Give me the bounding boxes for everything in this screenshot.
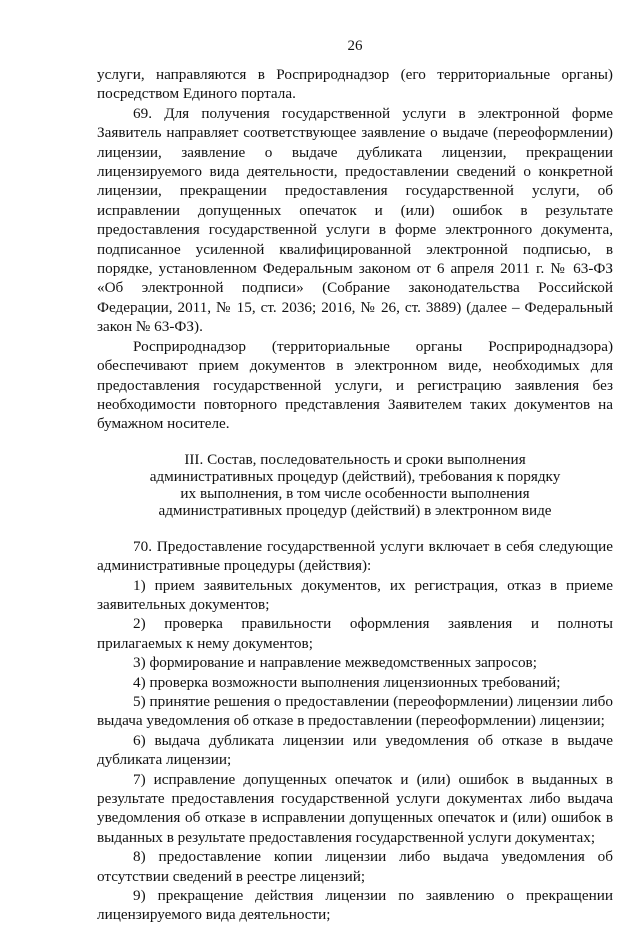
paragraph-70: 70. Предоставление государственной услуги включает в себя следующие административные процедуры (действия): bbox=[97, 537, 613, 575]
list-item-4: 4) проверка возможности выполнения лицензионных требований; bbox=[133, 673, 561, 691]
section-heading-line: III. Состав, последовательность и сроки выполнения bbox=[184, 450, 526, 468]
paragraph-69: 69. Для получения государственной услуги в электронной форме Заявитель направляет соответствующее заявление о выдаче (переоформлении) лицензии, заявление о выдаче дубликата лицензии, прекращении лицензируемого вида деятельности, предоставлении сведений о конкретной лицензии, прекращении предоставления государственной услуги, об исправлении допущенных опечаток и (или) ошибок в результате предоставления государственной услуги в форме электронного документа, подписанное усиленной квалифицированной электронной подписью, в порядке, установленном Федеральным законом от 6 апреля 2011 г. № 63-ФЗ «Об электронной подписи» (Собрание законодательства Российской Федерации, 2011, № 15, ст. 2036; 2016, № 26, ст. 3889) (далее – Федеральный закон № 63-ФЗ). bbox=[97, 104, 613, 336]
section-heading-line: административных процедур (действий) в электронном виде bbox=[158, 501, 552, 519]
page-number: 26 bbox=[347, 38, 363, 54]
section-heading-line: административных процедур (действий), требования к порядку bbox=[149, 467, 561, 485]
list-item-6: 6) выдача дубликата лицензии или уведомления об отказе в выдаче дубликата лицензии; bbox=[97, 731, 613, 769]
list-item-2: 2) проверка правильности оформления заявления и полноты прилагаемых к нему документов; bbox=[97, 615, 613, 652]
section-heading bbox=[97, 451, 613, 519]
paragraph-rosprirodnadzor: Росприроднадзор (территориальные органы Росприроднадзора) обеспечивают прием документов в электронном виде, необходимых для предоставления государственной услуги, и регистрацию заявления без необходимости повторного представления Заявителем таких документов на бумажном носителе. bbox=[97, 337, 613, 433]
document-page bbox=[97, 38, 613, 925]
list-item-1: 1) прием заявительных документов, их регистрация, отказ в приеме заявительных документов; bbox=[97, 576, 613, 613]
paragraph-continuation: услуги, направляются в Росприроднадзор (его территориальные органы) посредством Единого портала. bbox=[97, 66, 613, 103]
list-item-8: 8) предоставление копии лицензии либо выдача уведомления об отсутствии сведений в реестре лицензий; bbox=[97, 848, 613, 885]
section-heading-line: их выполнения, в том числе особенности выполнения bbox=[180, 484, 530, 502]
list-item-7: 7) исправление допущенных опечаток и (или) ошибок в выданных в результате предоставления государственной услуги документах либо выдача уведомления об отказе в исправлении допущенных опечаток и (или) ошибок в выданных в результате предоставления государственной услуги документах; bbox=[97, 770, 613, 846]
list-item-3: 3) формирование и направление межведомственных запросов; bbox=[133, 654, 537, 672]
list-item-9: 9) прекращение действия лицензии по заявлению о прекращении лицензируемого вида деятельности; bbox=[97, 887, 613, 924]
list-item-5: 5) принятие решения о предоставлении (переоформлении) лицензии либо выдача уведомления об отказе в предоставлении (переоформлении) лицензии; bbox=[97, 692, 613, 730]
